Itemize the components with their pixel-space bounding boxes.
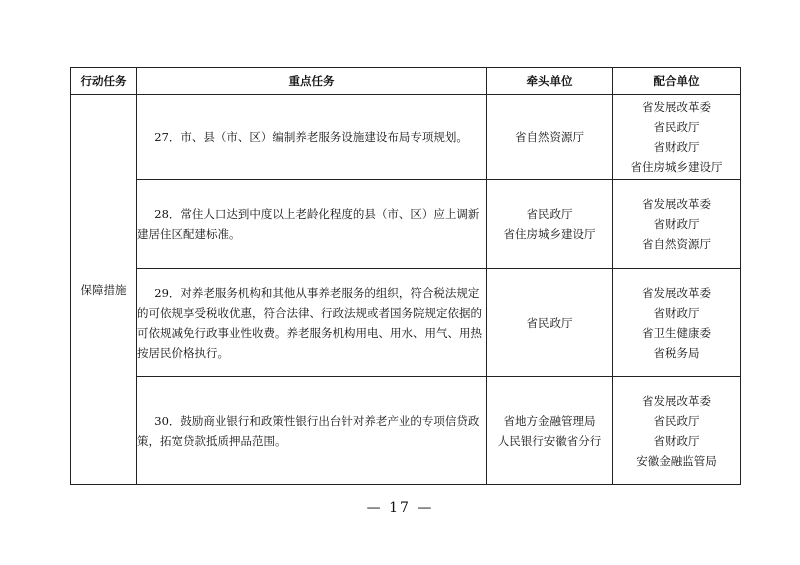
- task-cell: 28．常住人口达到中度以上老龄化程度的县（市、区）应上调新建居住区配建标准。: [137, 180, 487, 269]
- lead-unit-cell: [487, 377, 613, 485]
- cooperating-unit-cell: [613, 377, 741, 485]
- task-cell: 30．鼓励商业银行和政策性银行出台针对养老产业的专项信贷政策，拓宽贷款抵质押品范围。: [137, 377, 487, 485]
- cooperating-unit: 省税务局: [653, 345, 700, 360]
- cooperating-unit: 省民政厅: [653, 413, 700, 428]
- lead-unit: 省住房城乡建设厅: [503, 227, 596, 241]
- table-row: [71, 95, 741, 180]
- lead-unit-cell: [487, 95, 613, 180]
- task-table: [70, 67, 741, 485]
- cooperating-unit: 省财政厅: [653, 217, 700, 231]
- cooperating-unit-cell: [613, 269, 741, 377]
- cooperating-unit: 省卫生健康委: [642, 325, 711, 340]
- cooperating-unit-cell: [613, 180, 741, 269]
- header-key-task: 重点任务: [137, 68, 487, 95]
- task-cell: 29．对养老服务机构和其他从事养老服务的组织，符合税法规定的可依规享受税收优惠，符合法律、行政法规或者国务院规定依据的可依规减免行政事业性收费。养老服务机构用电、用水、用气、用热按居民价格执行。: [137, 269, 487, 377]
- cooperating-unit: 省民政厅: [653, 120, 700, 134]
- cooperating-unit: 安徽金融监管局: [636, 453, 717, 468]
- header-action-task: 行动任务: [71, 68, 137, 95]
- header-cooperating-unit: 配合单位: [613, 68, 741, 95]
- header-lead-unit: 牵头单位: [487, 68, 613, 95]
- table-row: [71, 269, 741, 377]
- lead-unit: 省民政厅: [526, 315, 573, 330]
- cooperating-unit: 省财政厅: [653, 140, 700, 154]
- lead-unit: 省民政厅: [526, 207, 573, 221]
- cooperating-unit: 省财政厅: [653, 305, 700, 320]
- cooperating-unit: 省住房城乡建设厅: [630, 160, 723, 174]
- category-cell: 保障措施: [71, 95, 137, 485]
- lead-unit: 人民银行安徽省分行: [497, 433, 602, 448]
- cooperating-unit: 省财政厅: [653, 433, 700, 448]
- lead-unit-cell: [487, 180, 613, 269]
- lead-unit: 省地方金融管理局: [503, 413, 596, 428]
- cooperating-unit: 省发展改革委: [642, 285, 711, 300]
- table-row: [71, 377, 741, 485]
- page-number: — 17 —: [366, 500, 434, 516]
- cooperating-unit: 省发展改革委: [642, 100, 711, 114]
- task-cell: 27．市、县（市、区）编制养老服务设施建设布局专项规划。: [137, 95, 487, 180]
- cooperating-unit: 省发展改革委: [642, 393, 711, 408]
- cooperating-unit: 省自然资源厅: [642, 237, 711, 251]
- table-row: [71, 180, 741, 269]
- lead-unit: 省自然资源厅: [515, 130, 584, 144]
- cooperating-unit: 省发展改革委: [642, 197, 711, 211]
- table-header-row: [71, 68, 741, 95]
- lead-unit-cell: [487, 269, 613, 377]
- cooperating-unit-cell: [613, 95, 741, 180]
